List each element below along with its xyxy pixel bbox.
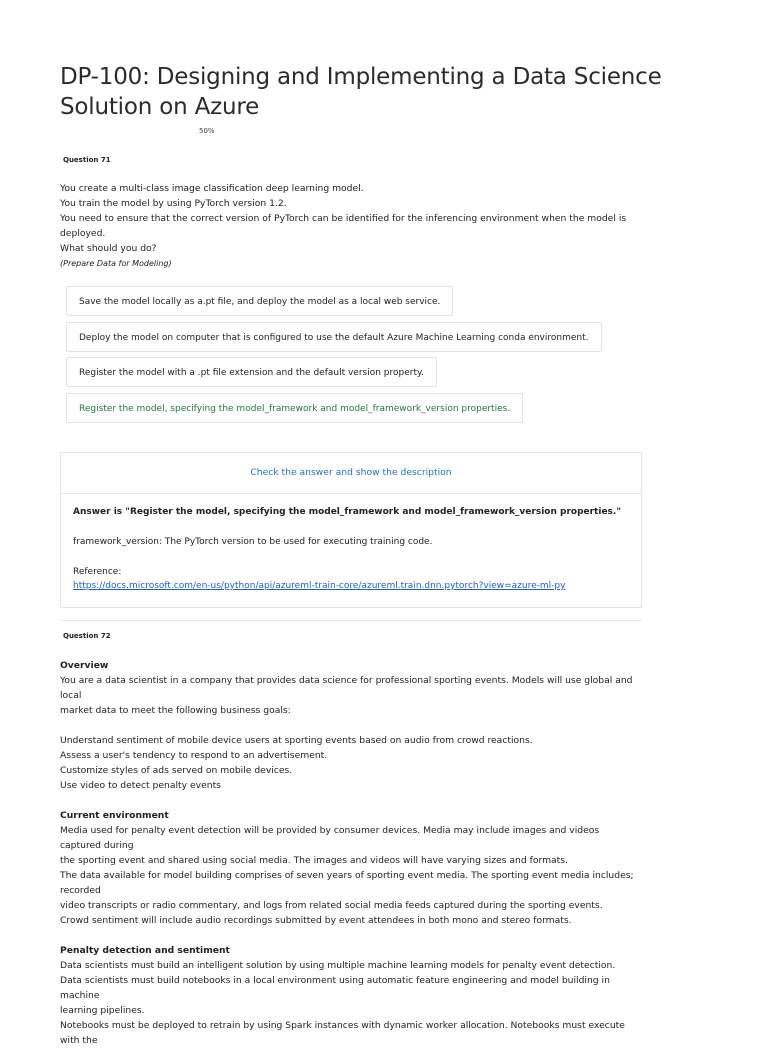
- progress-indicator: 50%: [199, 127, 215, 135]
- paragraph-line: Notebooks must be deployed to retrain by using Spark instances with dynamic worker allocation. Notebooks must execute with the: [60, 1020, 625, 1046]
- question-number: Question 72: [63, 632, 111, 640]
- section-heading: Penalty detection and sentiment: [60, 945, 230, 956]
- question-line: You train the model by using PyTorch version 1.2.: [60, 198, 287, 209]
- divider: [60, 620, 642, 621]
- page-title: DP-100: Designing and Implementing a Data Science Solution on Azure: [60, 64, 662, 120]
- answer-option-4-correct[interactable]: Register the model, specifying the model_framework and model_framework_version properties.: [66, 393, 523, 423]
- paragraph-line: Crowd sentiment will include audio recordings submitted by event attendees in both mono and stereo formats.: [60, 915, 572, 926]
- reference-link[interactable]: https://docs.microsoft.com/en-us/python/api/azureml-train-core/azureml.train.dnn.pytorch?view=azure-ml-py: [73, 581, 566, 591]
- question-line: You need to ensure that the correct version of PyTorch can be identified for the inferencing environment when the model is deployed.: [60, 213, 627, 239]
- goal-item: Use video to detect penalty events: [60, 780, 221, 791]
- answer-option-2[interactable]: Deploy the model on computer that is configured to use the default Azure Machine Learning conda environment.: [66, 322, 602, 352]
- section-heading: Overview: [60, 660, 109, 671]
- question-text: [60, 181, 642, 241]
- reference-label: Reference:: [73, 567, 122, 577]
- answer-option-1[interactable]: Save the model locally as a.pt file, and deploy the model as a local web service.: [66, 286, 453, 316]
- answer-option-3[interactable]: Register the model with a .pt file extension and the default version property.: [66, 357, 437, 387]
- paragraph-line: learning pipelines.: [60, 1005, 145, 1016]
- paragraph-line: video transcripts or radio commentary, and logs from related social media feeds captured during the sporting events.: [60, 900, 603, 911]
- question-number: Question 71: [63, 156, 111, 164]
- check-answer-button[interactable]: Check the answer and show the description: [61, 453, 641, 494]
- paragraph-line: Media used for penalty event detection will be provided by consumer devices. Media may include images and videos captured during: [60, 825, 600, 851]
- question-prompt: What should you do?: [60, 243, 157, 254]
- correct-answer-text: Answer is "Register the model, specifying the model_framework and model_framework_version properties.": [73, 507, 622, 517]
- question-line: You create a multi-class image classification deep learning model.: [60, 183, 364, 194]
- paragraph-line: the sporting event and shared using social media. The images and videos will have varying sizes and formats.: [60, 855, 568, 866]
- explanation-text: framework_version: The PyTorch version to be used for executing training code.: [73, 537, 433, 547]
- section-heading: Current environment: [60, 810, 169, 821]
- question-prompt-block: [60, 241, 642, 271]
- goal-item: Assess a user's tendency to respond to an advertisement.: [60, 750, 328, 761]
- paragraph-line: Data scientists must build notebooks in a local environment using automatic feature engineering and model building in machine: [60, 975, 610, 1001]
- paragraph-line: Data scientists must build an intelligent solution by using multiple machine learning models for penalty event detection.: [60, 960, 616, 971]
- question-category: (Prepare Data for Modeling): [60, 259, 172, 268]
- paragraph-line: market data to meet the following business goals:: [60, 705, 291, 716]
- case-study-text: [60, 658, 642, 1048]
- goal-item: Understand sentiment of mobile device users at sporting events based on audio from crowd reactions.: [60, 735, 533, 746]
- goal-item: Customize styles of ads served on mobile devices.: [60, 765, 293, 776]
- paragraph-line: The data available for model building comprises of seven years of sporting event media. The sporting event media includes; recorded: [60, 870, 634, 896]
- answer-description: [73, 505, 633, 593]
- paragraph-line: You are a data scientist in a company that provides data science for professional sporting events. Models will use global and local: [60, 675, 633, 701]
- answer-panel: [60, 452, 642, 608]
